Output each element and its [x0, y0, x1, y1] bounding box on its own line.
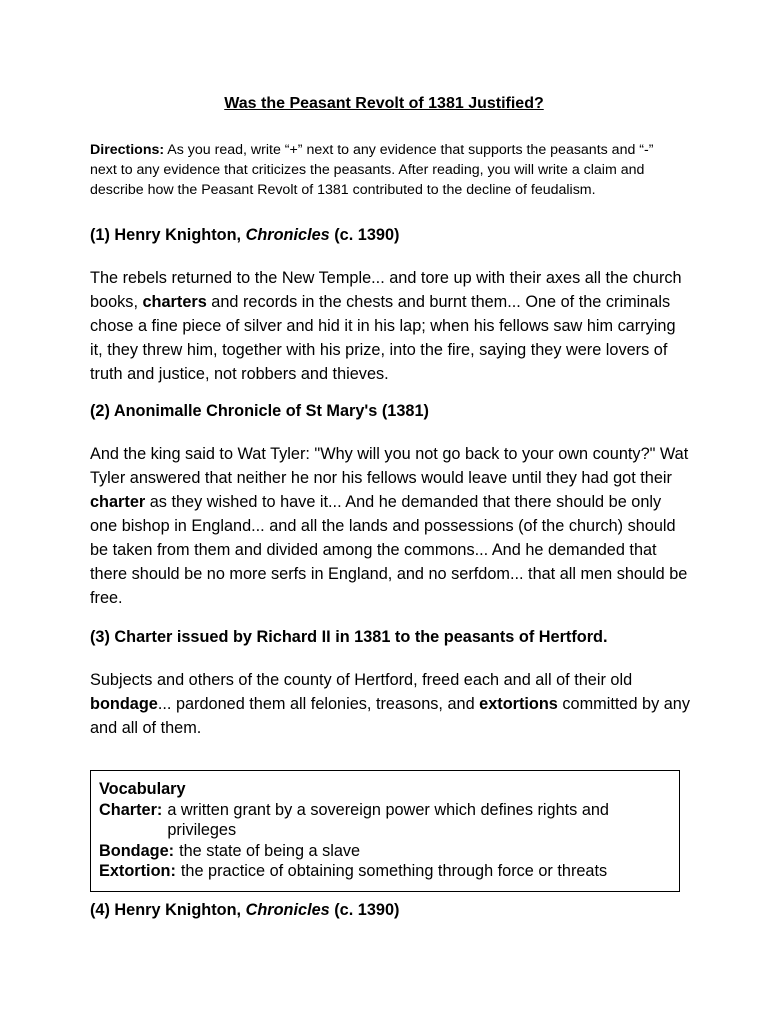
page-title: Was the Peasant Revolt of 1381 Justified? [224, 95, 544, 112]
vocab-term: Extortion: [99, 862, 176, 881]
vocab-definition: the state of being a slave [179, 841, 361, 860]
vocab-entry-bondage [99, 841, 671, 862]
source-1-text [90, 266, 690, 386]
source-1-heading-prefix: (1) Henry Knighton, [90, 226, 246, 244]
vocab-term: Charter: [99, 800, 163, 819]
source-4-heading-date: (c. 1390) [329, 901, 400, 919]
vocabulary-box [90, 770, 680, 892]
source-2-bold-charter: charter [90, 493, 146, 511]
vocab-term: Bondage: [99, 841, 175, 860]
directions-text: As you read, write “+” next to any evidence that supports the peasants and “-” next to any evidence that criticizes the peasants. After reading, you will write a claim and describe how the Peasant Revolt of 1381 contributed to the decline of feudalism. [90, 142, 654, 198]
directions [90, 140, 680, 200]
source-2-text-part-1: And the king said to Wat Tyler: "Why will you not go back to your own county?" Wat Tyler answered that neither he nor his fellows would leave until they had got their [90, 445, 689, 487]
source-4-heading-prefix: (4) Henry Knighton, [90, 901, 246, 919]
vocab-definition: a written grant by a sovereign power which defines rights and privileges [167, 800, 609, 840]
source-3-text-part-2: ... pardoned them all felonies, treasons, and [157, 695, 480, 713]
source-1-text-part-2: and records in the chests and burnt them... One of the criminals chose a fine piece of silver and hid it in his lap; when his fellows saw him carrying it, they threw him, together with his prize, into the fire, saying they were lovers of truth and justice, not robbers and thieves. [90, 293, 676, 383]
directions-label: Directions: [90, 142, 165, 158]
source-2-text-part-2: as they wished to have it... And he demanded that there should be only one bishop in England... and all the lands and possessions (of the church) should be taken from them and divided among the commons... And he demanded that there should be no more serfs in England, and no serfdom... that all men should be free. [90, 493, 688, 607]
source-4-heading-title: Chronicles [245, 901, 330, 919]
source-1-text-part-1: The rebels returned to the New Temple... and tore up with their axes all the church books, [90, 269, 682, 311]
source-3-bold-extortions: extortions [479, 695, 558, 713]
vocab-definition: the practice of obtaining something through force or threats [180, 862, 608, 881]
source-3-bold-bondage: bondage [90, 695, 158, 713]
source-2-heading: (2) Anonimalle Chronicle of St Mary's (1381) [90, 402, 429, 420]
source-1-bold-charters: charters [142, 293, 207, 311]
source-3-heading: (3) Charter issued by Richard II in 1381 to the peasants of Hertford. [90, 628, 608, 646]
source-3-text-part-3: committed by any and all of them. [90, 695, 690, 737]
vocab-entry-extortion [99, 861, 671, 882]
source-2-text [90, 442, 690, 610]
source-3-text [90, 668, 690, 740]
source-1-heading-date: (c. 1390) [329, 226, 400, 244]
vocabulary-title: Vocabulary [99, 780, 186, 798]
source-4-heading [90, 899, 690, 921]
source-3-text-part-1: Subjects and others of the county of Hertford, freed each and all of their old [90, 671, 633, 689]
vocab-entry-charter [99, 800, 671, 841]
source-1-heading [90, 224, 690, 246]
source-1-heading-title: Chronicles [245, 226, 330, 244]
